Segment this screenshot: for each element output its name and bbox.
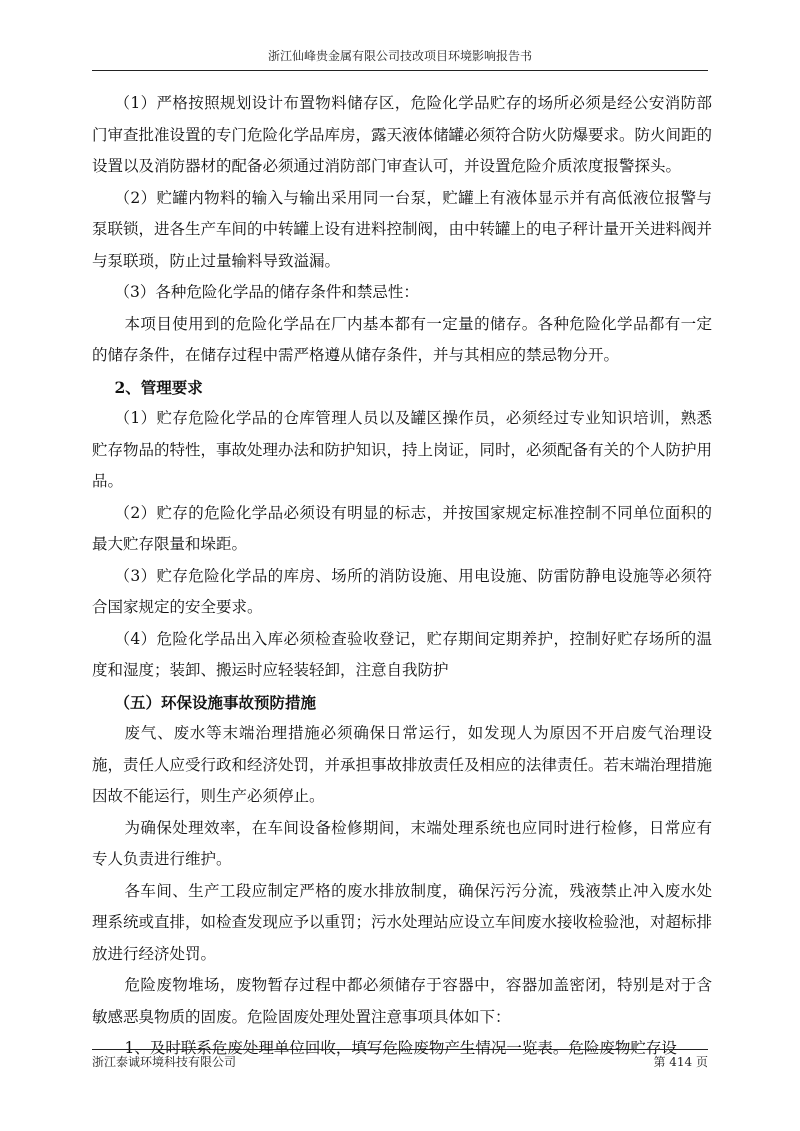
paragraph: （1）严格按照规划设计布置物料储存区，危险化学品贮存的场所必须是经公安消防部门审查批准设置的专门危险化学品库房，露天液体储罐必须符合防火防爆要求。防火间距的设置以及消防器材的配备必须通过消防部门审查认可，并设置危险介质浓度报警探头。 xyxy=(92,94,713,175)
document-body xyxy=(92,88,712,1065)
page-number: 第 414 页 xyxy=(653,1055,708,1069)
paragraph: （1）贮存危险化学品的仓库管理人员以及罐区操作员，必须经过专业知识培训，熟悉贮存物品的特性，事故处理办法和防护知识，持上岗证，同时，必须配备有关的个人防护用品。 xyxy=(92,409,713,490)
page-header xyxy=(92,46,708,71)
paragraph: 废气、废水等末端治理措施必须确保日常运行，如发现人为原因不开启废气治理设施，责任人应受行政和经济处罚，并承担事故排放责任及相应的法律责任。若末端治理措施因故不能运行，则生产必须停止。 xyxy=(92,724,713,805)
page-footer xyxy=(92,1049,708,1072)
paragraph: 1、及时联系危废处理单位回收，填写危险废物产生情况一览表。危险废物贮存设 xyxy=(124,1039,677,1057)
section-heading: 2、管理要求 xyxy=(114,377,203,397)
paragraph: 本项目使用到的危险化学品在厂内基本都有一定量的储存。各种危险化学品都有一定的储存条件，在储存过程中需严格遵从储存条件，并与其相应的禁忌物分开。 xyxy=(92,314,712,364)
header-title: 浙江仙峰贵金属有限公司技改项目环境影响报告书 xyxy=(267,49,532,63)
section-heading: （五）环保设施事故预防措施 xyxy=(114,692,316,712)
paragraph: （2）贮罐内物料的输入与输出采用同一台泵，贮罐上有液体显示并有高低液位报警与泵联锁，进各生产车间的中转罐上设有进料控制阀，由中转罐上的电子秤计量开关进料阀并与泵联琐，防止过量输料导致溢漏。 xyxy=(92,188,713,270)
paragraph: 为确保处理效率，在车间设备检修期间，末端处理系统也应同时进行检修，日常应有专人负责进行维护。 xyxy=(92,818,712,868)
paragraph: 各车间、生产工段应制定严格的废水排放制度，确保污污分流，残液禁止冲入废水处理系统或直排，如检查发现应予以重罚；污水处理站应设立车间废水接收检验池，对超标排放进行经济处罚。 xyxy=(92,881,713,963)
paragraph: （4）危险化学品出入库必须检查验收登记，贮存期间定期养护，控制好贮存场所的温度和湿度；装卸、搬运时应轻装轻卸，注意自我防护 xyxy=(92,629,712,679)
paragraph: （2）贮存的危险化学品必须设有明显的标志，并按国家规定标准控制不同单位面积的最大贮存限量和垛距。 xyxy=(92,503,712,553)
paragraph: （3）贮存危险化学品的库房、场所的消防设施、用电设施、防雷防静电设施等必须符合国家规定的安全要求。 xyxy=(92,566,712,616)
footer-company: 浙江泰诚环境科技有限公司 xyxy=(92,1055,237,1069)
paragraph: （3）各种危险化学品的储存条件和禁忌性： xyxy=(114,283,419,301)
paragraph: 危险废物堆场，废物暂存过程中都必须储存于容器中，容器加盖密闭，特别是对于含敏感恶臭物质的固废。危险固废处理处置注意事项具体如下： xyxy=(92,976,712,1026)
